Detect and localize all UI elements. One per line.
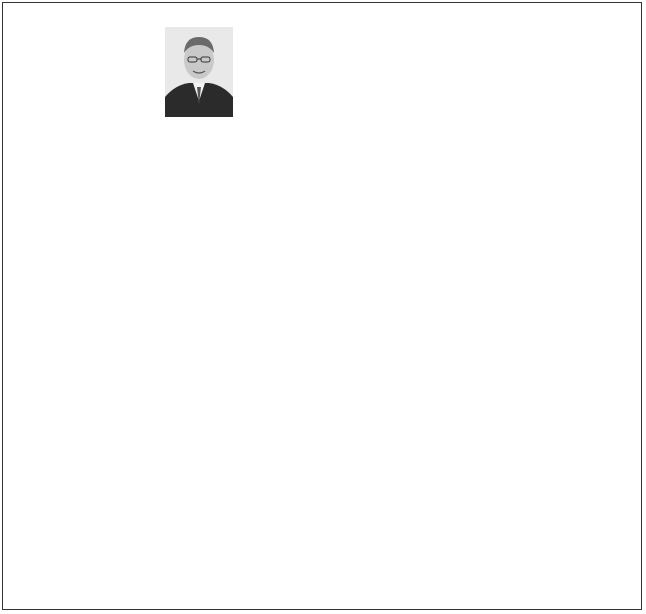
obituary-clipping — [2, 2, 642, 610]
portrait-photo — [165, 27, 233, 117]
portrait-illustration — [165, 27, 233, 117]
